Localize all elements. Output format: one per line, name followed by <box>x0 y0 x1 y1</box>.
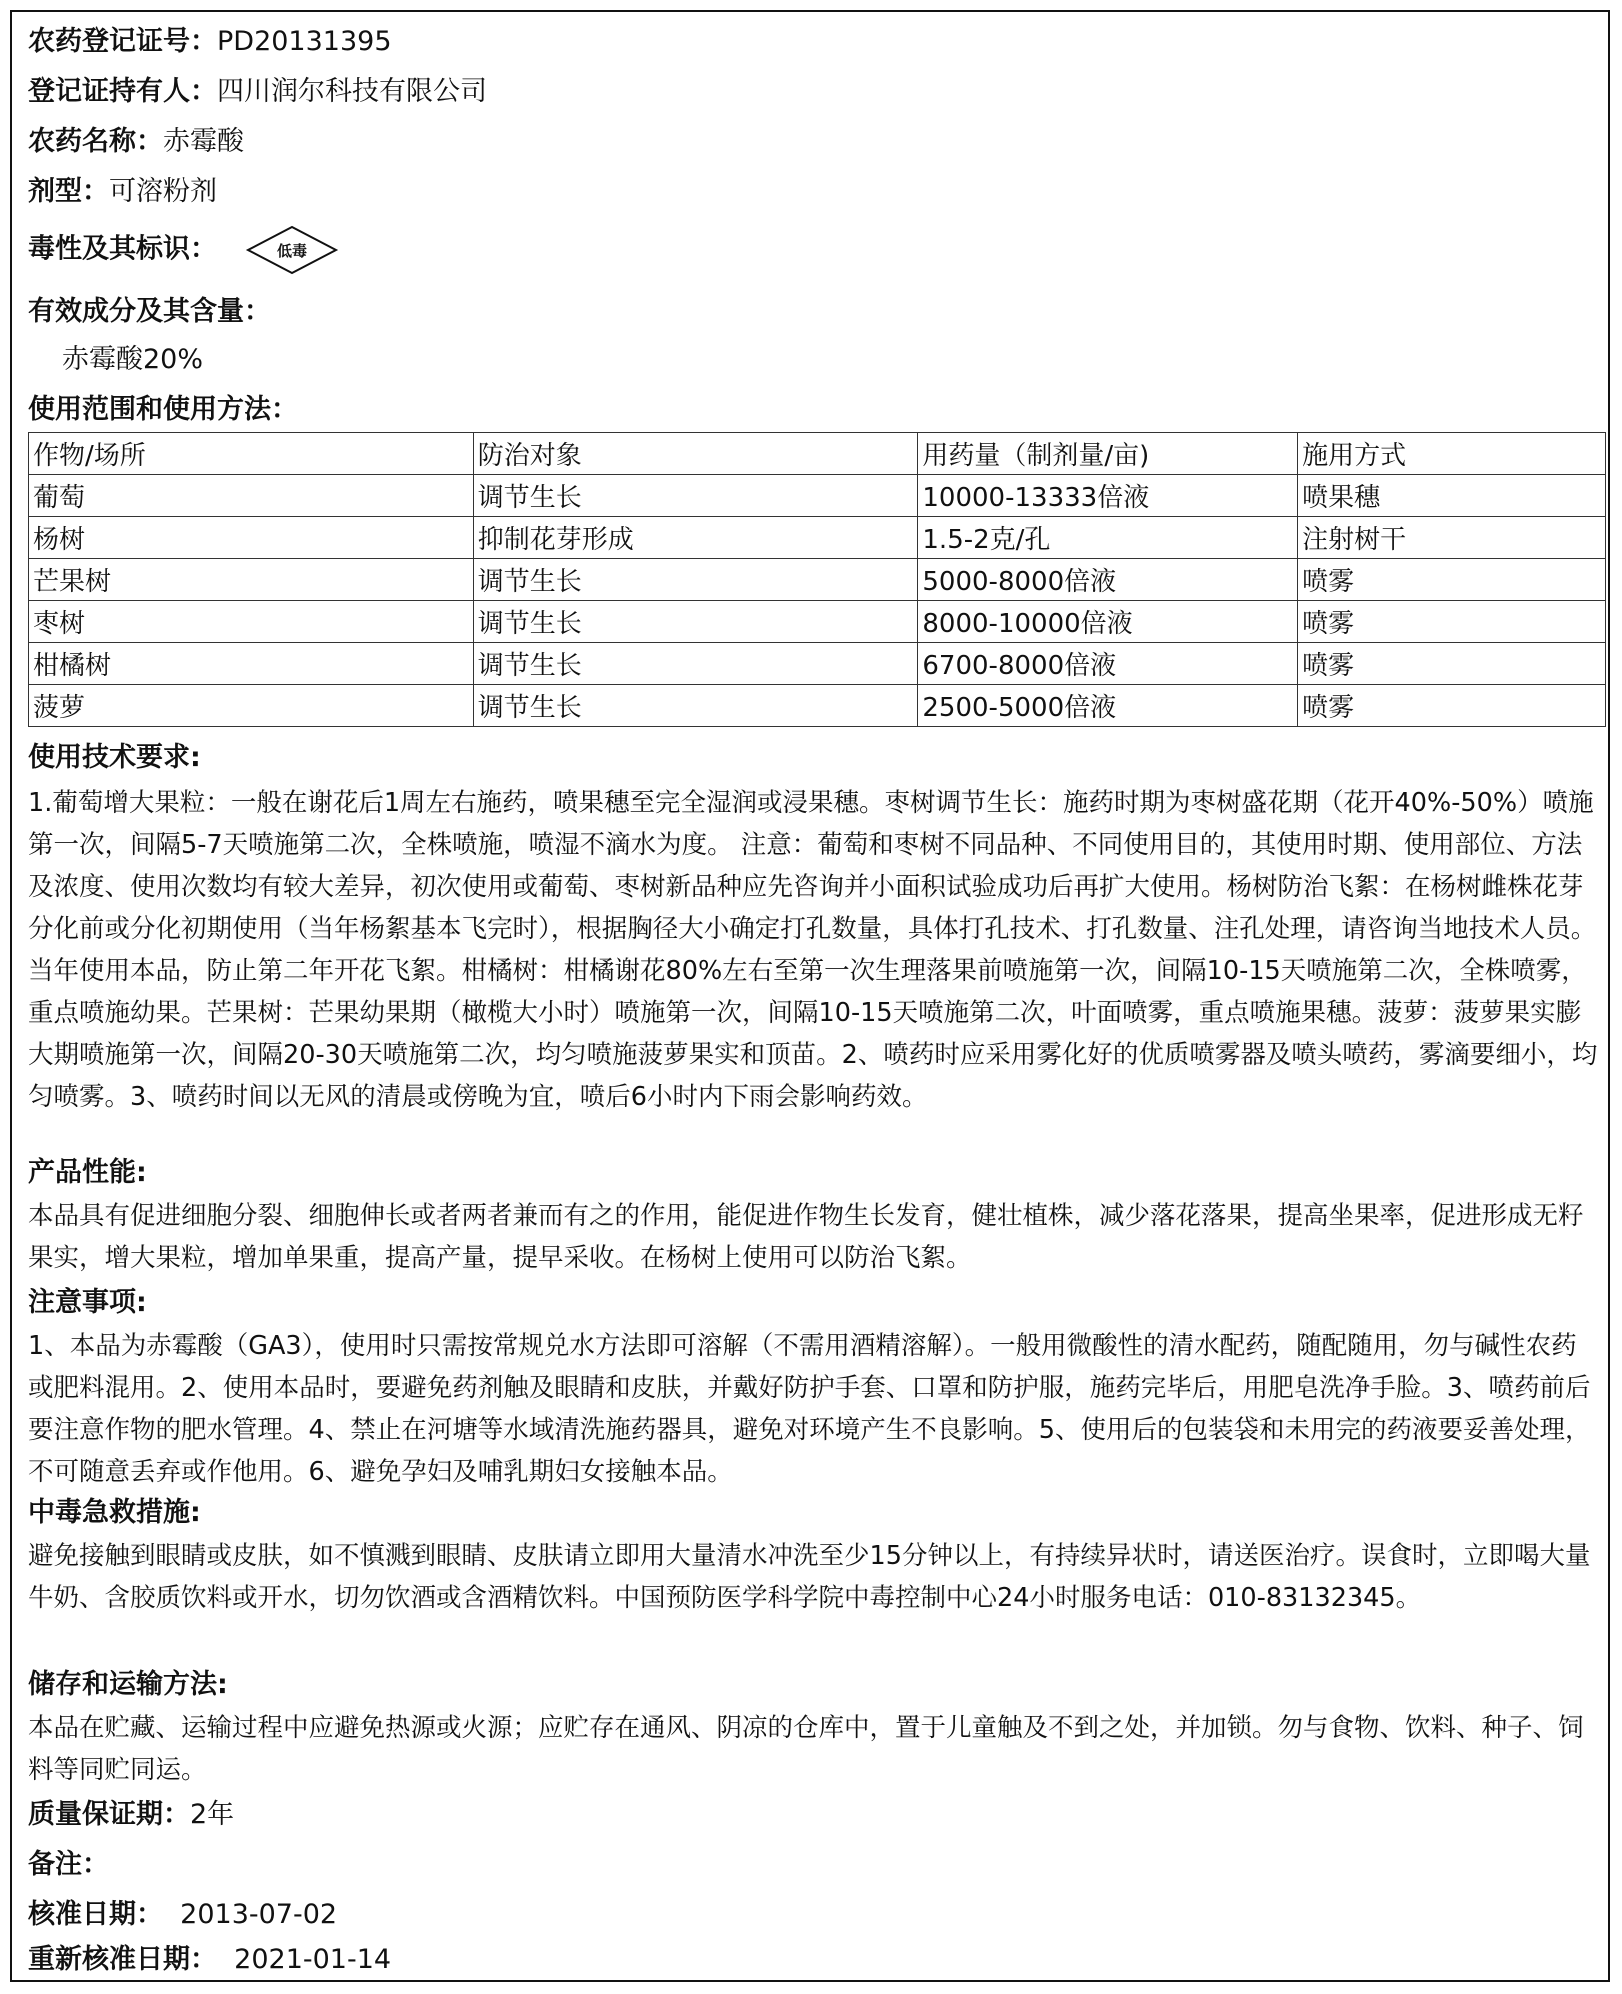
cell-dosage: 5000-8000倍液 <box>918 559 1298 601</box>
label-document <box>10 10 1610 1982</box>
name-label: 农药名称： <box>28 126 163 157</box>
cell-dosage: 10000-13333倍液 <box>918 475 1298 517</box>
tech-requirements-title: 使用技术要求: <box>28 742 201 773</box>
usage-table <box>28 432 1606 727</box>
toxicity-row <box>28 224 340 276</box>
cell-target: 抑制花芽形成 <box>473 517 918 559</box>
cell-crop: 枣树 <box>29 601 474 643</box>
toxicity-label: 毒性及其标识： <box>28 233 217 265</box>
first-aid-title: 中毒急救措施: <box>28 1497 201 1528</box>
first-aid-text: 避免接触到眼睛或皮肤，如不慎溅到眼睛、皮肤请立即用大量清水冲洗至少15分钟以上，有持续异状时，请送医治疗。误食时，立即喝大量牛奶、含胶质饮料或开水，切勿饮酒或含酒精饮料。中国预防医学科学院中毒控制中心24小时服务电话：010-83132345。 <box>28 1541 1591 1613</box>
holder-value: 四川润尔科技有限公司 <box>217 76 487 107</box>
formulation-row <box>28 174 217 210</box>
cell-dosage: 2500-5000倍液 <box>918 685 1298 727</box>
header-crop: 作物/场所 <box>29 433 474 475</box>
storage-title: 储存和运输方法: <box>28 1669 228 1700</box>
remarks-label: 备注： <box>28 1849 109 1880</box>
reg-no-label: 农药登记证号： <box>28 26 217 57</box>
cell-target: 调节生长 <box>473 685 918 727</box>
cell-method: 注射树干 <box>1298 517 1606 559</box>
shelf-life-row <box>28 1797 234 1833</box>
name-value: 赤霉酸 <box>163 126 244 157</box>
precautions-title: 注意事项: <box>28 1287 147 1318</box>
holder-row <box>28 74 487 110</box>
cell-method: 喷雾 <box>1298 559 1606 601</box>
performance-title: 产品性能: <box>28 1157 147 1188</box>
cell-method: 喷雾 <box>1298 685 1606 727</box>
table-row <box>29 685 1606 727</box>
cell-crop: 葡萄 <box>29 475 474 517</box>
approval-date-label: 核准日期： <box>28 1899 163 1930</box>
ingredients-title: 有效成分及其含量： <box>28 296 271 327</box>
shelf-life-label: 质量保证期： <box>28 1799 190 1830</box>
approval-date-row <box>28 1897 337 1933</box>
cell-crop: 芒果树 <box>29 559 474 601</box>
cell-dosage: 8000-10000倍液 <box>918 601 1298 643</box>
reapproval-date-value: 2021-01-14 <box>234 1944 392 1975</box>
usage-title: 使用范围和使用方法： <box>28 394 298 425</box>
header-dosage: 用药量（制剂量/亩) <box>918 433 1298 475</box>
shelf-life-value: 2年 <box>190 1799 235 1830</box>
ingredients-value: 赤霉酸20% <box>62 344 204 375</box>
reapproval-date-label: 重新核准日期： <box>28 1944 217 1975</box>
name-row <box>28 124 244 160</box>
cell-target: 调节生长 <box>473 601 918 643</box>
cell-target: 调节生长 <box>473 559 918 601</box>
tech-requirements-text: 1.葡萄增大果粒：一般在谢花后1周左右施药，喷果穗至完全湿润或浸果穗。枣树调节生长：施药时期为枣树盛花期（花开40%-50%）喷施第一次，间隔5-7天喷施第二次，全株喷施，喷湿不滴水为度。 注意：葡萄和枣树不同品种、不同使用目的，其使用时期、使用部位、方法及浓度、使用次数均有较大差异，初次使用或葡萄、枣树新品种应先咨询并小面积试验成功后再扩大使用。杨树防治飞絮：在杨树雌株花芽分化前或分化初期使用（当年杨絮基本飞完时），根据胸径大小确定打孔数量，具体打孔技术、打孔数量、注孔处理，请咨询当地技术人员。当年使用本品，防止第二年开花飞絮。柑橘树：柑橘谢花80%左右至第一次生理落果前喷施第一次，间隔10-15天喷施第二次，全株喷雾，重点喷施幼果。芒果树：芒果幼果期（橄榄大小时）喷施第一次，间隔10-15天喷施第二次，叶面喷雾，重点喷施果穗。菠萝：菠萝果实膨大期喷施第一次，间隔20-30天喷施第二次，均匀喷施菠萝果实和顶苗。2、喷药时应采用雾化好的优质喷雾器及喷头喷药，雾滴要细小，均匀喷雾。3、喷药时间以无风的清晨或傍晚为宜，喷后6小时内下雨会影响药效。 <box>28 788 1598 1112</box>
cell-method: 喷雾 <box>1298 643 1606 685</box>
reg-no-value: PD20131395 <box>217 26 392 57</box>
remarks-row <box>28 1847 109 1883</box>
precautions-text: 1、本品为赤霉酸（GA3），使用时只需按常规兑水方法即可溶解（不需用酒精溶解）。一般用微酸性的清水配药，随配随用，勿与碱性农药或肥料混用。2、使用本品时，要避免药剂触及眼睛和皮肤，并戴好防护手套、口罩和防护服，施药完毕后，用肥皂洗净手脸。3、喷药前后要注意作物的肥水管理。4、禁止在河塘等水域清洗施药器具，避免对环境产生不良影响。5、使用后的包装袋和未用完的药液要妥善处理，不可随意丢弃或作他用。6、避免孕妇及哺乳期妇女接触本品。 <box>28 1331 1591 1487</box>
low-toxicity-badge-icon <box>244 224 340 276</box>
holder-label: 登记证持有人： <box>28 76 217 107</box>
reg-no-row <box>28 24 392 60</box>
approval-date-value: 2013-07-02 <box>180 1899 338 1930</box>
usage-table-header <box>29 433 1606 475</box>
header-method: 施用方式 <box>1298 433 1606 475</box>
cell-dosage: 6700-8000倍液 <box>918 643 1298 685</box>
low-toxicity-badge-text: 低毒 <box>276 242 307 260</box>
formulation-label: 剂型： <box>28 176 109 207</box>
cell-crop: 菠萝 <box>29 685 474 727</box>
cell-crop: 杨树 <box>29 517 474 559</box>
header-target: 防治对象 <box>473 433 918 475</box>
cell-target: 调节生长 <box>473 643 918 685</box>
table-row <box>29 559 1606 601</box>
formulation-value: 可溶粉剂 <box>109 176 217 207</box>
table-row <box>29 643 1606 685</box>
performance-text: 本品具有促进细胞分裂、细胞伸长或者两者兼而有之的作用，能促进作物生长发育，健壮植株，减少落花落果，提高坐果率，促进形成无籽果实，增大果粒，增加单果重，提高产量，提早采收。在杨树上使用可以防治飞絮。 <box>28 1201 1584 1273</box>
table-row <box>29 601 1606 643</box>
table-row <box>29 517 1606 559</box>
cell-method: 喷果穗 <box>1298 475 1606 517</box>
cell-method: 喷雾 <box>1298 601 1606 643</box>
storage-text: 本品在贮藏、运输过程中应避免热源或火源；应贮存在通风、阴凉的仓库中，置于儿童触及不到之处，并加锁。勿与食物、饮料、种子、饲料等同贮同运。 <box>28 1713 1584 1785</box>
reapproval-date-row <box>28 1942 391 1978</box>
cell-target: 调节生长 <box>473 475 918 517</box>
table-row <box>29 475 1606 517</box>
cell-dosage: 1.5-2克/孔 <box>918 517 1298 559</box>
cell-crop: 柑橘树 <box>29 643 474 685</box>
